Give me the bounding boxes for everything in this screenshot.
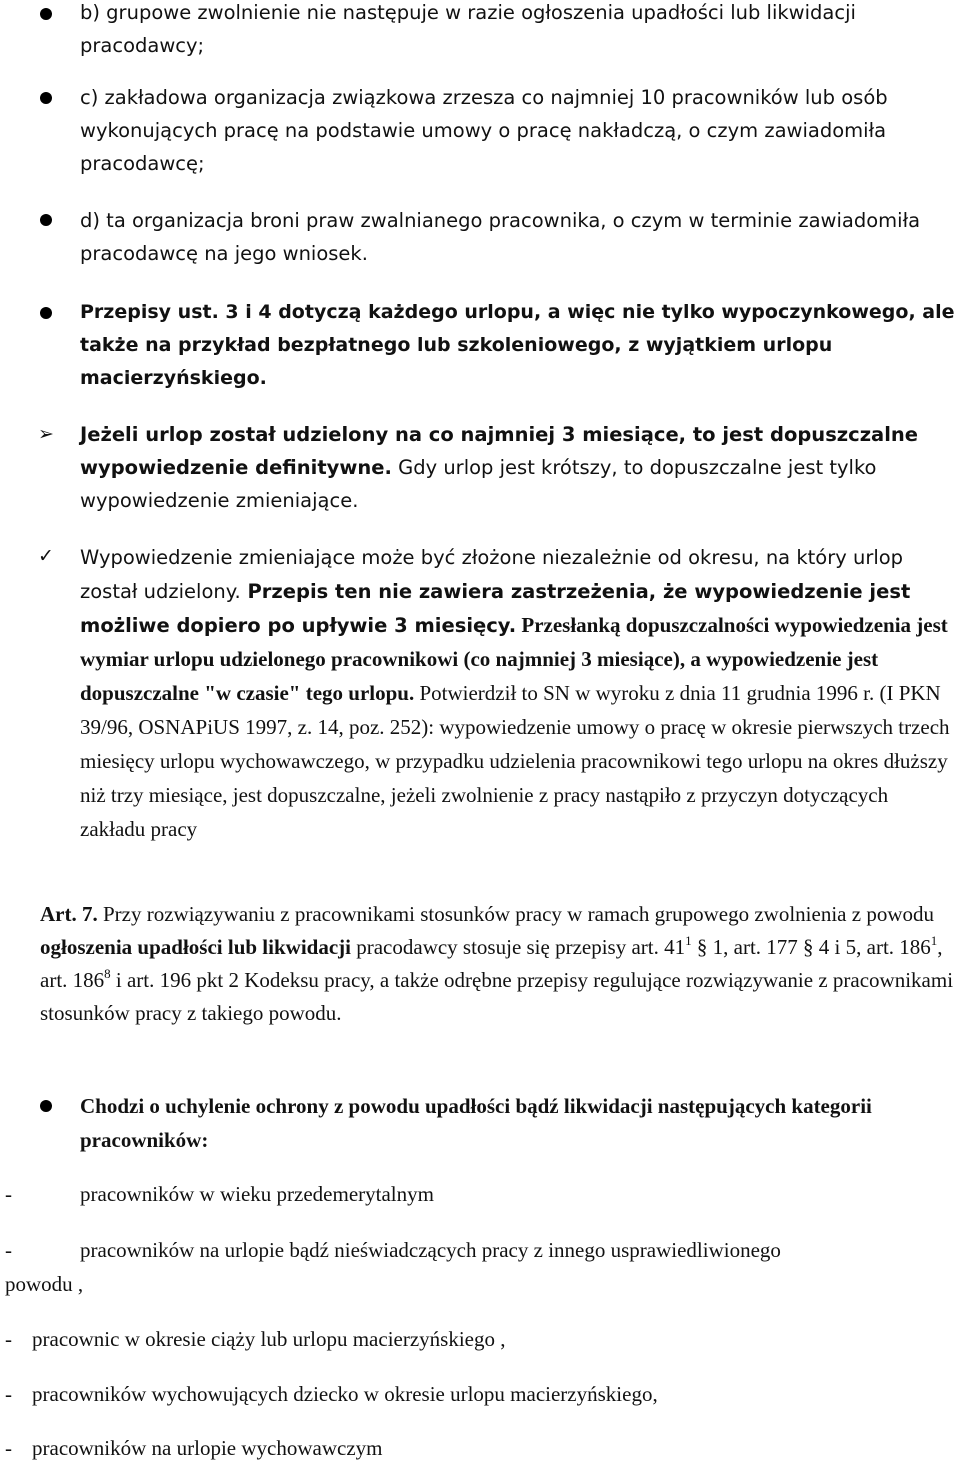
art-sup-2: 1 [930,933,938,948]
dash-marker: - [5,1182,12,1206]
art-sup-3: 8 [104,966,111,981]
art-7-paragraph [40,898,958,1030]
jezeli-bold: Jeżeli urlop został udzielony na co najmniej 3 miesiące, to jest dopuszczalne wypowiedzenie definitywne. [80,423,919,479]
bullet-icon [40,92,52,104]
art-text-4: , art. 186 [40,935,943,992]
wypowiedzenie-p2: Przepis ten nie zawiera zastrzeżenia, że wypowiedzenie jest możliwe dopiero po upływie 3 miesięcy. [80,580,911,637]
art-bold: ogłoszenia upadłości lub likwidacji [40,935,351,959]
art-text-3: § 1, art. 177 § 4 i 5, art. 186 [691,935,931,959]
przepisy-text: Przepisy ust. 3 i 4 dotyczą każdego urlopu, a więc nie tylko wypoczynkowego, ale także na przykład bezpłatnego lub szkoleniowego, z wyjątkiem urlopu macierzyńskiego. [80,301,955,389]
checkmark-icon: ✓ [38,545,54,567]
list-item: pracowników na urlopie wychowawczym [32,1436,383,1460]
list-item: pracownic w okresie ciąży lub urlopu macierzyńskiego , [32,1327,506,1351]
wypowiedzenie-p3: Przesłanką dopuszczalności wypowiedzenia jest wymiar urlopu udzielonego pracownikowi (co najmniej 3 miesiące), a wypowiedzenie jest dopuszczalne "w czasie" tego urlopu. [80,613,948,705]
art-text-5: i art. 196 pkt 2 Kodeksu pracy, a także odrębne przepisy regulujące rozwiązywanie z pracownikami stosunków pracy z takiego powodu. [40,968,954,1025]
bullet-icon [40,307,52,319]
art-text-2: pracodawcy stosuje się przepisy art. 41 [350,935,686,959]
art-sup-1: 1 [685,933,692,948]
bullet-icon [40,214,52,226]
dash-marker: - [5,1238,12,1262]
bullet-icon [40,8,52,20]
dash-marker: - [5,1382,12,1406]
list-item-b: b) grupowe zwolnienie nie następuje w razie ogłoszenia upadłości lub likwidacji pracodawcy; [80,1,856,57]
wypowiedzenie-paragraph [80,540,958,846]
list-item-c: c) zakładowa organizacja związkowa zrzesza co najmniej 10 pracowników lub osób wykonujących pracę na podstawie umowy o pracę nakładczą, o czym zawiadomiła pracodawcę; [80,86,888,175]
chodzi-paragraph [80,1089,958,1157]
arrow-bullet-icon: ➢ [38,423,54,445]
dash-marker: - [5,1436,12,1460]
list-item: pracowników wychowujących dziecko w okresie urlopu macierzyńskiego, [32,1382,658,1406]
dash-marker: - [5,1327,12,1351]
chodzi-text: Chodzi o uchylenie ochrony z powodu upadłości bądź likwidacji następujących kategorii pracowników: [80,1094,872,1152]
art-label: Art. 7. [40,902,98,926]
wypowiedzenie-p4: Potwierdził to SN w wyroku z dnia 11 grudnia 1996 r. (I PKN 39/96, OSNAPiUS 1997, z. 14, poz. 252): wypowiedzenie umowy o pracę w okresie pierwszych trzech miesięcy urlopu wychowawczego, w przypadku udzielenia pracownikowi tego urlopu na okres dłuższy niż trzy miesiące, jest dopuszczalne, jeżeli zwolnienie z pracy nastąpiło z przyczyn dotyczących zakładu pracy [80,681,950,841]
przepisy-paragraph [80,296,958,395]
list-item-d: d) ta organizacja broni praw zwalnianego pracownika, o czym w terminie zawiadomiła pracodawcę na jego wniosek. [80,209,921,265]
bullet-icon [40,1100,52,1112]
jezeli-paragraph [80,418,958,517]
list-item-continuation: powodu , [5,1272,84,1296]
art-text-1: Przy rozwiązywaniu z pracownikami stosunków pracy w ramach grupowego zwolnienia z powodu [97,902,934,926]
wypowiedzenie-p1: Wypowiedzenie zmieniające może być złożone niezależnie od okresu, na który urlop został udzielony. [80,546,904,603]
jezeli-rest: Gdy urlop jest krótszy, to dopuszczalne jest tylko wypowiedzenie zmieniające. [80,456,877,512]
list-item: pracowników na urlopie bądź nieświadczących pracy z innego usprawiedliwionego [80,1238,781,1262]
list-item: pracowników w wieku przedemerytalnym [80,1182,434,1206]
